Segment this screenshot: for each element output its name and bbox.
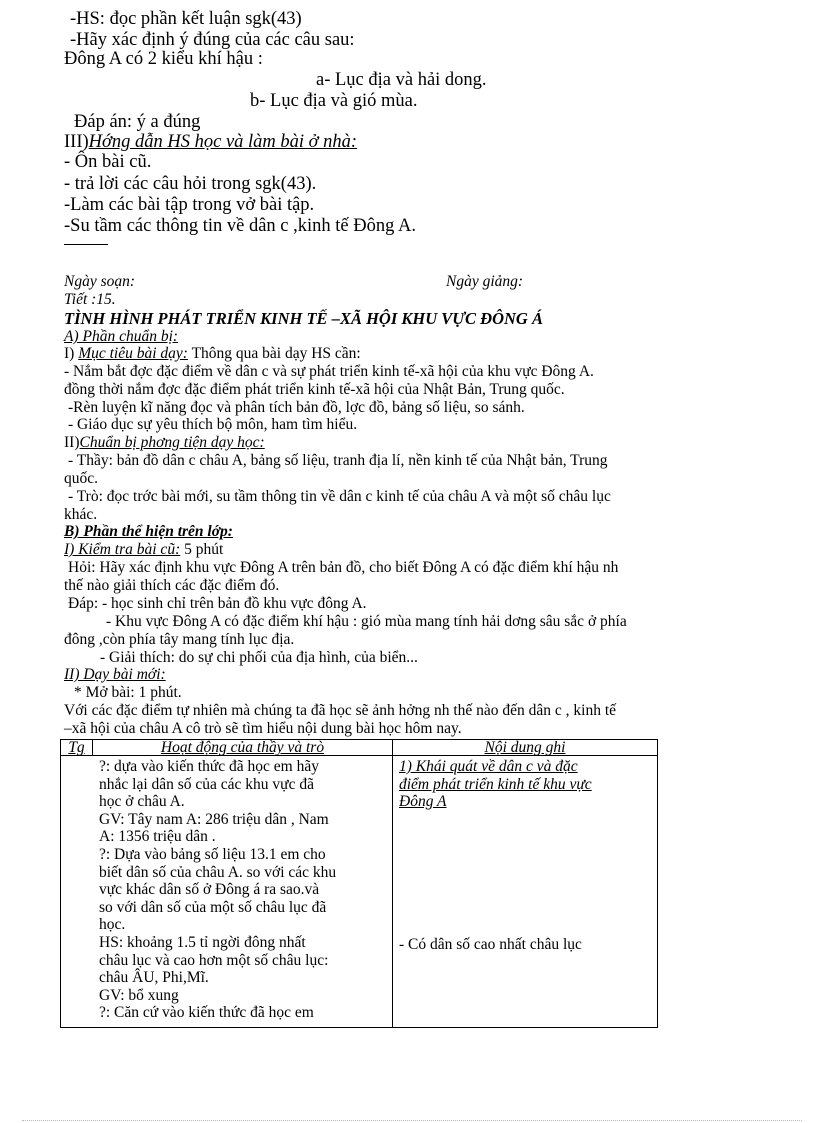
text-line: * Mở bài: 1 phút. <box>74 684 182 701</box>
objectives-prefix: I) <box>64 345 79 362</box>
review-heading-line <box>64 542 223 558</box>
activity-line: HS: khoảng 1.5 tỉ ngời đông nhất <box>99 933 306 951</box>
activity-line: học ở châu A. <box>99 793 185 811</box>
page-edge <box>22 1120 802 1121</box>
activity-line: nhắc lại dân số của các khu vực đã <box>99 775 314 793</box>
divider <box>64 244 108 245</box>
header-time: Tg <box>61 740 93 756</box>
text-line: khác. <box>64 506 98 523</box>
activity-line: GV: bổ xung <box>99 986 179 1004</box>
text-line: - Trò: đọc trớc bài mới, su tầm thông tin về dân c kinh tế của châu A và một số châu lục <box>68 488 611 505</box>
activity-line: châu lục và cao hơn một số châu lục: <box>99 951 329 969</box>
lesson-number: Tiết :15. <box>64 291 116 308</box>
activity-line: vực khác dân số ở Đông á ra sao.và <box>99 881 320 899</box>
text-line: -Rèn luyện kĩ năng đọc và phân tích bản đồ, lợc đồ, bảng số liệu, so sánh. <box>68 399 525 416</box>
activity-text <box>61 756 392 1022</box>
lesson-table <box>60 739 658 1028</box>
note-heading-line: điểm phát triển kinh tế khu vực <box>399 775 592 793</box>
review-heading: I) Kiểm tra bài cũ: <box>64 541 181 558</box>
section-heading <box>64 133 357 152</box>
prep-heading-line <box>64 435 265 451</box>
activity-line: học. <box>99 916 126 934</box>
text-line: -Hãy xác định ý đúng của các câu sau: <box>70 30 355 50</box>
activity-line: ?: Căn cứ vào kiến thức đã học em <box>99 1004 314 1022</box>
note-heading-line: Đông A <box>399 793 447 811</box>
note-heading-line: 1) Khái quát về dân c và đặc <box>399 758 578 775</box>
date-taught: Ngày giảng: <box>446 273 524 290</box>
date-prepared: Ngày soạn: <box>64 273 136 290</box>
text-line: -HS: đọc phần kết luận sgk(43) <box>70 9 302 29</box>
text-line: Với các đặc điểm tự nhiên mà chúng ta đã học sẽ ảnh hởng nh thế nào đến dân c , kinh tế <box>64 702 617 719</box>
activity-cell <box>61 756 393 1028</box>
note-point: - Có dân số cao nhất châu lục <box>399 935 582 953</box>
text-line: - Giải thích: do sự chi phối của địa hình, của biển... <box>100 649 418 666</box>
text-line: - Giáo dục sự yêu thích bộ môn, ham tìm hiểu. <box>68 416 358 433</box>
activity-line: ?: Dựa vào bảng số liệu 13.1 em cho <box>99 845 326 863</box>
prep-heading: Chuẩn bị phơng tiện dạy học: <box>79 434 265 451</box>
text-line: Hỏi: Hãy xác định khu vực Đông A trên bản đồ, cho biết Đông A có đặc điểm khí hậu nh <box>68 559 619 576</box>
activity-line: A: 1356 triệu dân . <box>99 828 216 846</box>
text-line: quốc. <box>64 470 99 487</box>
notes-cell <box>393 756 658 1028</box>
lesson-title: TÌNH HÌNH PHÁT TRIỂN KINH TẾ –XÃ HỘI KHU VỰC ĐÔNG Á <box>64 309 543 328</box>
table-row <box>61 756 658 1028</box>
activity-line: biết dân số của châu A. so với các khu <box>99 863 337 881</box>
option-b: b- Lục địa và gió mùa. <box>250 91 418 111</box>
text-line: thế nào giải thích các đặc điểm đó. <box>64 577 280 594</box>
text-line: - Khu vực Đông A có đặc điểm khí hậu : gió mùa mang tính hải dơng sâu sắc ở phía <box>106 613 627 630</box>
text-line: - Thầy: bản đồ dân c châu A, bảng số liệu, tranh địa lí, nền kinh tế của Nhật bản, Trung <box>68 452 608 469</box>
text-line: - trả lời các câu hỏi trong sgk(43). <box>64 174 317 194</box>
text-line: –xã hội của châu A cô trò sẽ tìm hiểu nội dung bài học hôm nay. <box>64 720 462 737</box>
review-duration: 5 phút <box>180 541 224 558</box>
text-line: đông ,còn phía tây mang tính lục địa. <box>64 631 295 648</box>
text-line: Đáp: - học sinh chỉ trên bản đồ khu vực đông A. <box>68 595 367 612</box>
part-a-heading: A) Phần chuẩn bị: <box>64 328 179 345</box>
objectives-rest: Thông qua bài dạy HS cần: <box>187 345 361 362</box>
option-a: a- Lục địa và hải dong. <box>316 70 487 90</box>
table-header-row <box>61 740 658 756</box>
text-line: Đông A có 2 kiểu khí hậu : <box>64 49 263 69</box>
prep-prefix: II) <box>64 434 80 451</box>
activity-line: so với dân số của một số châu lục đã <box>99 898 327 916</box>
text-line: - Nắm bắt đợc đặc điểm về dân c và sự phát triển kinh tế-xã hội của khu vực Đông A. <box>64 363 594 380</box>
answer: Đáp án: ý a đúng <box>74 112 201 132</box>
text-line: -Làm các bài tập trong vở bài tập. <box>64 195 315 215</box>
objectives-heading: Mục tiêu bài dạy: <box>78 345 188 362</box>
section-title: Hớng dẫn HS học và làm bài ở nhà: <box>88 132 358 152</box>
text-line: đồng thời nắm đợc đặc điểm phát triển kinh tế-xã hội của Nhật Bản, Trung quốc. <box>64 381 565 398</box>
activity-line: ?: dựa vào kiến thức đã học em hãy <box>99 758 319 775</box>
part-b-heading: B) Phần thể hiện trên lớp: <box>64 523 233 540</box>
text-line: -Su tầm các thông tin về dân c ,kinh tế Đông A. <box>64 216 416 236</box>
new-lesson-heading: II) Dạy bài mới: <box>64 666 166 683</box>
header-notes: Nội dung ghi <box>393 740 658 756</box>
activity-line: châu ÂU, Phi,Mĩ. <box>99 969 209 987</box>
section-prefix: III) <box>64 132 89 152</box>
notes-text <box>393 756 657 953</box>
activity-line: GV: Tây nam A: 286 triệu dân , Nam <box>99 810 329 828</box>
objectives-line <box>64 346 361 362</box>
text-line: - Ôn bài cũ. <box>64 152 152 172</box>
header-activity: Hoạt động của thầy và trò <box>93 740 393 756</box>
